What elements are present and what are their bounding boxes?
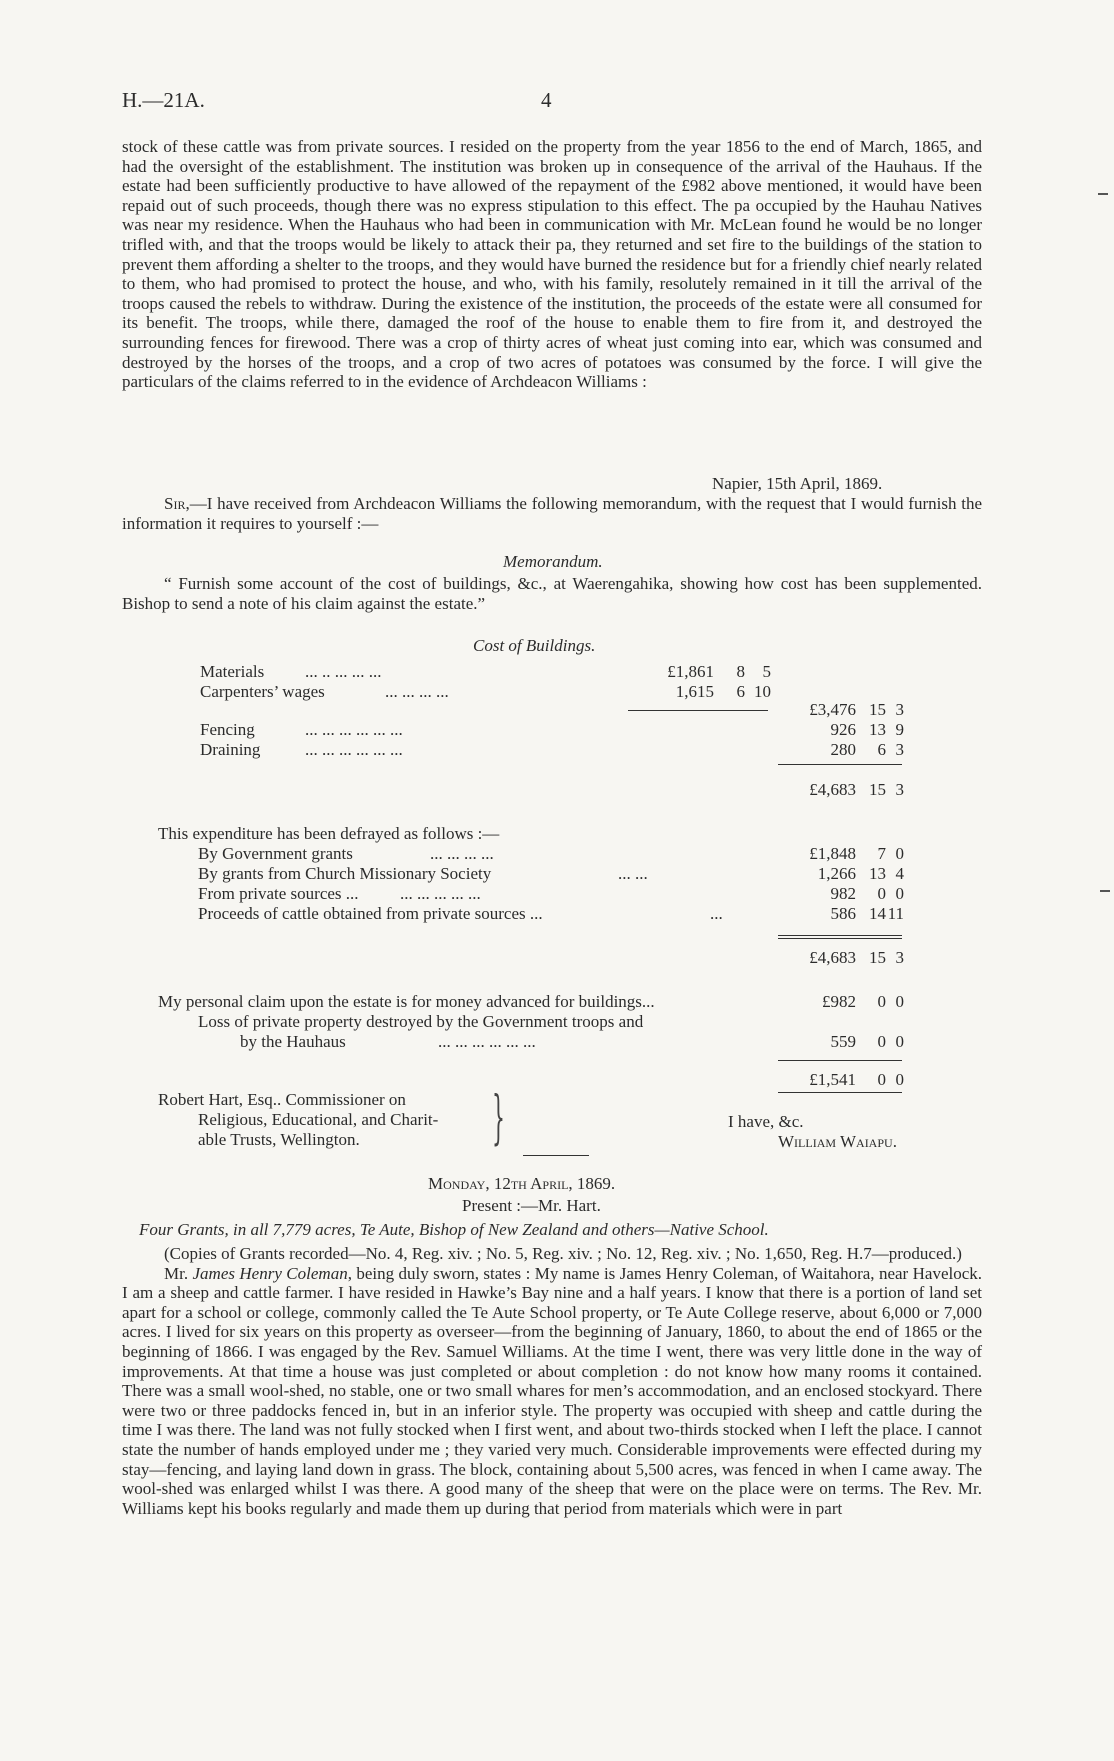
amount-shillings: 14 [869,904,886,923]
total-shillings: 15 [869,780,886,799]
amount-pence: 4 [895,864,904,883]
amount-shillings: 0 [877,1032,886,1051]
leader-dots: ... .. ... ... ... [305,662,382,681]
amount-pence: 5 [762,662,771,681]
leader-dots: ... ... ... ... [385,682,449,701]
copies-note: (Copies of Grants recorded—No. 4, Reg. xiv. ; No. 5, Reg. xiv. ; No. 12, Reg. xiv. ; No. 1,650, Reg. H.7—produced.) [164,1244,962,1263]
amount-pence: 11 [887,904,904,923]
case-title: Four Grants, in all 7,779 acres, Te Aute, Bishop of New Zealand and others—Native School. [139,1220,769,1239]
leader-dots: ... ... [618,864,648,883]
amount-pence: 0 [895,844,904,863]
page-number: 4 [541,88,552,112]
amount-shillings: 0 [877,992,886,1011]
cost-label-draining: Draining [200,740,261,759]
witness-name: James Henry Coleman [192,1263,348,1283]
amount-pounds: £1,848 [809,844,856,863]
testimony-text: , being duly sworn, states : My name is James Henry Coleman, of Waitahora, near Havelock. I am a sheep and cattle farmer. I have resided in Hawke’s Bay nine and a half years. I know that there is a portion of land set apart for a school or college, commonly called the Te Aute School property, or Te Aute College reserve, about 6,000 or 7,000 acres. I lived for six years on this property as overseer—from the beginning of January, 1860, to about the end of 1865 or the beginning of 1866. I was engaged by the Rev. Samuel Williams. At the time I went, there was very little done in the way of improvements. At that time a house was just completed or about completion : do not know how many rooms it contained. There was a small wool-shed, no stable, one or two small whares for men’s accommodation, and an enclosed stockyard. There were two or three paddocks fenced in, but in an inferior style. The property was occupied with sheep and cattle during the time I was there. The land was not fully stocked when I first went, and about two-thirds stocked when I left the place. I cannot state the number of hands employed under me ; they varied very much. Considerable improvements were effected during my stay—fencing, and laying land down in grass. The block, containing about 5,500 acres, was fenced in when I came away. The wool-shed was enlarged whilst I was there. A good many of the sheep that were on the place were on terms. The Rev. Mr. Williams kept his books regularly and made them up during that period from materials which were in part [122,1263,983,1518]
addressee-line: Robert Hart, Esq.. Commissioner on [158,1090,406,1109]
defrayed-label: By Government grants [198,844,353,863]
leader-dots: ... ... ... ... ... [400,884,481,903]
letter-opening [122,494,982,533]
session-body [122,1244,982,1518]
cost-label-materials: Materials [200,662,265,681]
amount-shillings: 7 [877,844,886,863]
subtotal-shillings: 15 [869,700,886,719]
sum-rule [778,935,902,936]
margin-mark [1098,193,1108,195]
amount-pounds: 1,615 [675,682,714,701]
amount-pounds: 586 [830,904,856,923]
report-reference: H.—21A. [122,88,205,112]
sum-rule [778,938,902,939]
amount-pounds: 982 [830,884,856,903]
amount-shillings: 6 [877,740,886,759]
amount-pounds: 1,266 [817,864,856,883]
leader-dots: ... [710,904,723,923]
amount-shillings: 8 [736,662,745,681]
section-divider [523,1155,589,1156]
sum-rule [778,764,902,765]
amount-pounds: 559 [830,1032,856,1051]
opening-paragraph [122,137,982,392]
cost-heading: Cost of Buildings. [473,636,596,655]
letter-dateline: Napier, 15th April, 1869. [712,474,883,493]
paragraph-text: stock of these cattle was from private sources. I resided on the property from the year 1856 to the end of March, 1865, and had the oversight of the establishment. The institution was broken up in consequence of the arrival of the Hauhaus. If the estate had been sufficiently productive to have allowed of the repayment of the £982 above mentioned, it would have been repaid out of such proceeds, though there was no express stipulation to this effect. The pa occupied by the Hauhau Natives was near my residence. When the Hauhaus who had been in communication with Mr. McLean found he would be no longer trifled with, and that the troops would be likely to attack their pa, they returned and set fire to the buildings of the station to prevent them affording a shelter to the troops, and they would have burned the residence but for a friendly chief nearly related to them, who had promised to protect the house, and who, with his family, resolutely remained in it till the arrival of the troops caused the rebels to withdraw. During the existence of the institution, the proceeds of the estate were all consumed for its benefit. The troops, while there, damaged the roof of the house to enable them to fire from it, and destroyed the surrounding fences for firewood. There was a crop of thirty acres of wheat just coming into ear, which was consumed and destroyed by the horses of the troops, and a crop of two acres of potatoes was consumed by the force. I will give the particulars of the claims referred to in the evidence of Archdeacon Williams : [122,137,982,392]
defrayed-label: By grants from Church Missionary Society [198,864,492,883]
total-pounds: £4,683 [809,948,856,967]
letter-body: —I have received from Archdeacon Williams the following memorandum, with the request that I would furnish the information it requires to yourself :— [122,494,982,533]
amount-pence: 0 [895,992,904,1011]
salutation: Sir, [164,494,190,513]
amount-pounds: 926 [830,720,856,739]
cost-label-fencing: Fencing [200,720,255,739]
sum-rule [778,1060,902,1061]
addressee-line: able Trusts, Wellington. [198,1130,360,1149]
addressee-line: Religious, Educational, and Charit- [198,1110,439,1129]
memo-text: “ Furnish some account of the cost of buildings, &c., at Waerengahika, showing how cost has been supplemented. Bishop to send a note of his claim against the estate.” [122,574,982,613]
margin-mark [1100,890,1110,892]
total-pence: 0 [895,1070,904,1089]
subtotal-pounds: £3,476 [809,700,856,719]
amount-pence: 10 [754,682,771,701]
amount-pounds: 280 [830,740,856,759]
leader-dots: ... ... ... ... ... ... [305,740,403,759]
amount-shillings: 13 [869,864,886,883]
amount-pounds: £1,861 [667,662,714,681]
memo-heading: Memorandum. [503,552,603,571]
amount-shillings: 6 [736,682,745,701]
total-pence: 3 [895,948,904,967]
amount-pence: 0 [895,884,904,903]
total-pounds: £1,541 [809,1070,856,1089]
amount-pence: 9 [895,720,904,739]
claim-line: My personal claim upon the estate is for money advanced for buildings... [158,992,655,1011]
amount-pence: 3 [895,740,904,759]
total-pence: 3 [895,780,904,799]
total-pounds: £4,683 [809,780,856,799]
memorandum-text [122,574,982,613]
amount-pence: 0 [895,1032,904,1051]
leader-dots: ... ... ... ... [430,844,494,863]
sum-rule [778,1092,902,1093]
signature: William Waiapu. [778,1132,897,1151]
brace-icon: } [492,1083,505,1151]
leader-dots: ... ... ... ... ... ... [305,720,403,739]
amount-shillings: 13 [869,720,886,739]
sum-rule [628,710,768,711]
defrayed-label: Proceeds of cattle obtained from private sources ... [198,904,543,923]
total-shillings: 0 [877,1070,886,1089]
witness-prefix: Mr. [164,1263,193,1283]
session-present: Present :—Mr. Hart. [462,1196,601,1215]
closing: I have, &c. [728,1112,804,1131]
session-date: Monday, 12th April, 1869. [428,1174,616,1193]
claim-line: Loss of private property destroyed by the Government troops and [198,1012,644,1031]
subtotal-pence: 3 [895,700,904,719]
total-shillings: 15 [869,948,886,967]
amount-shillings: 0 [877,884,886,903]
amount-pounds: £982 [822,992,856,1011]
defrayed-label: From private sources ... [198,884,359,903]
leader-dots: ... ... ... ... ... ... [438,1032,536,1051]
claim-line: by the Hauhaus [240,1032,346,1051]
cost-label-carpenters: Carpenters’ wages [200,682,325,701]
defrayed-intro: This expenditure has been defrayed as follows :— [158,824,500,843]
